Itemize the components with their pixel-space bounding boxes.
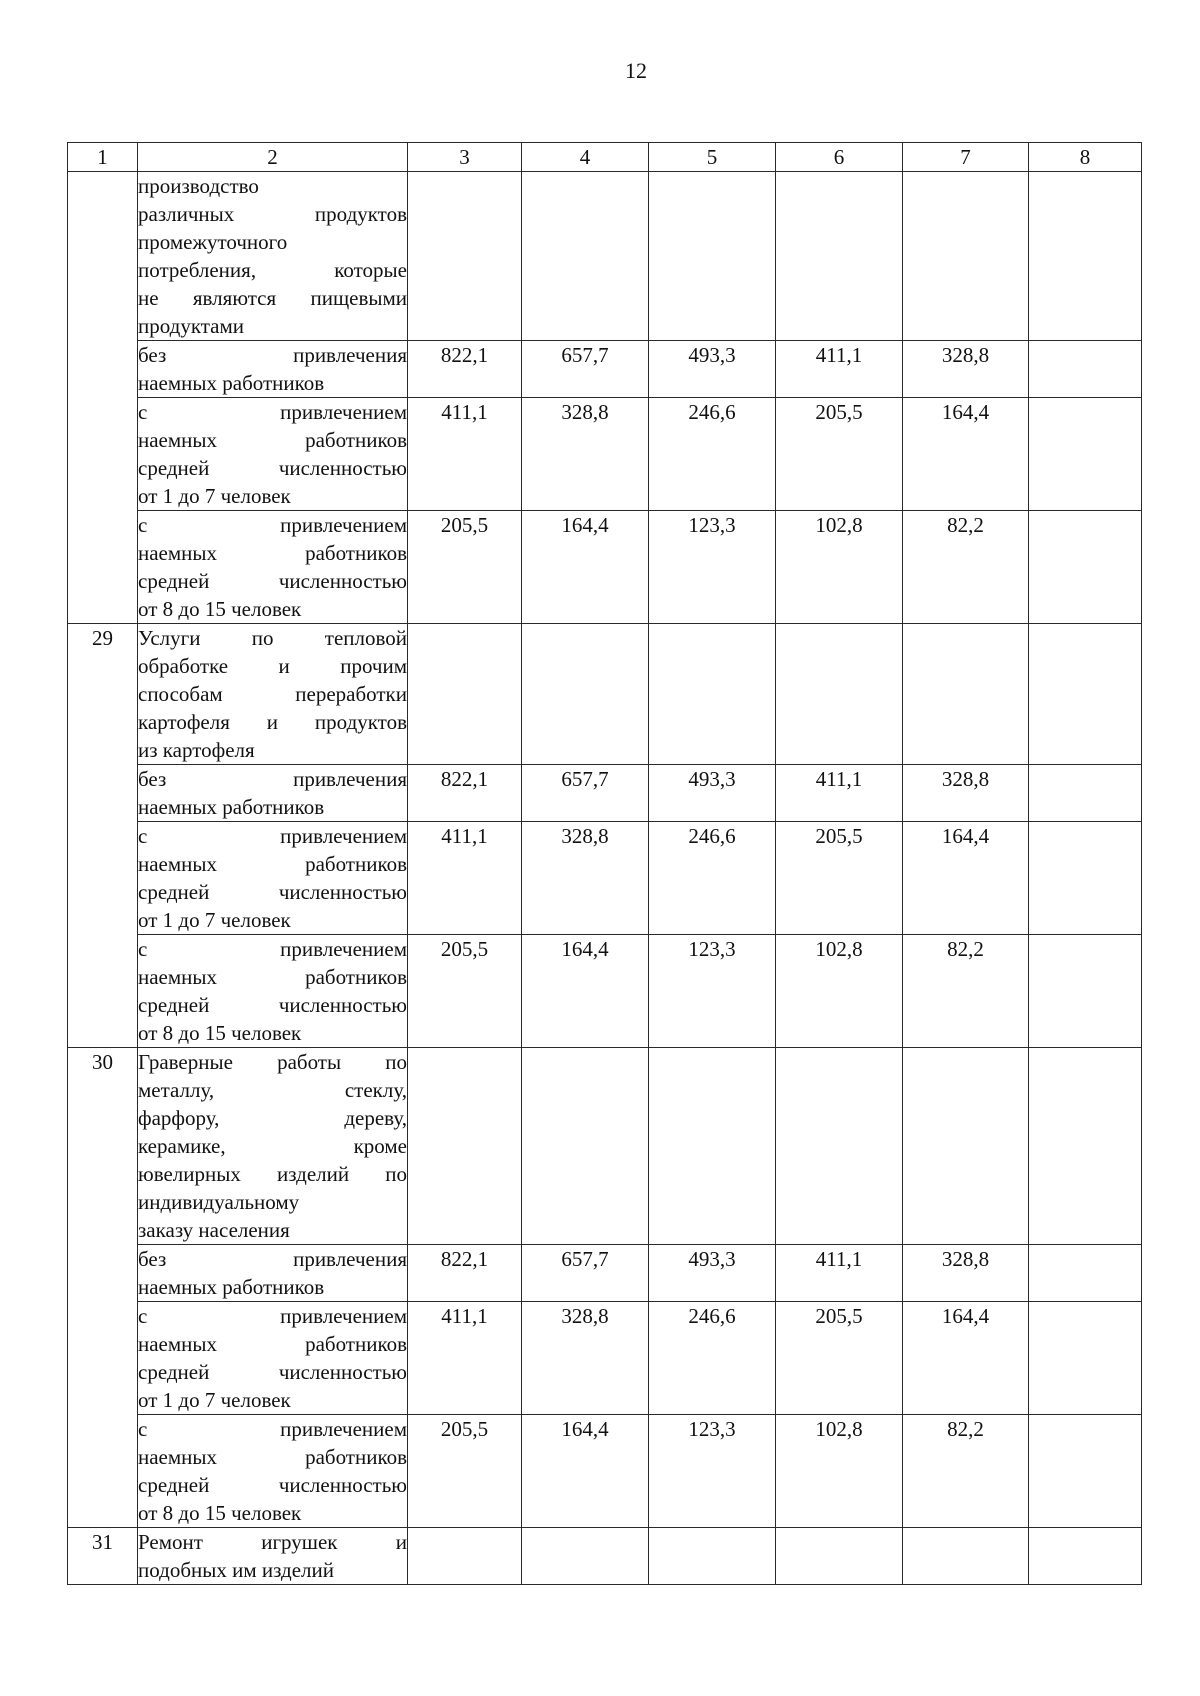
value-cell-col-5: 246,6 <box>649 398 776 511</box>
table-row <box>68 511 1142 624</box>
row-description <box>138 822 408 935</box>
empty-cell <box>776 172 903 341</box>
value-cell-col-7: 328,8 <box>903 341 1029 398</box>
description-line: с привлечением <box>138 513 407 537</box>
description-line: средней численностью <box>138 1473 407 1497</box>
empty-cell <box>408 172 522 341</box>
row-description <box>138 765 408 822</box>
description-line: различных продуктов <box>138 202 407 226</box>
value-cell-col-4: 328,8 <box>522 1302 649 1415</box>
page-number: 12 <box>625 58 647 83</box>
value-cell-col-6: 102,8 <box>776 1415 903 1528</box>
column-header-5: 5 <box>649 143 776 172</box>
description-line: наемных работников <box>138 1275 325 1299</box>
description-line: без привлечения <box>138 767 407 791</box>
table-row <box>68 398 1142 511</box>
tariff-table <box>67 142 1142 1585</box>
description-line: наемных работников <box>138 1445 407 1469</box>
value-cell-col-5: 493,3 <box>649 765 776 822</box>
activity-title <box>138 1528 408 1585</box>
table-row <box>68 1302 1142 1415</box>
value-cell-col-7: 82,2 <box>903 511 1029 624</box>
row-description <box>138 341 408 398</box>
empty-cell <box>408 624 522 765</box>
column-header-1: 1 <box>68 143 138 172</box>
activity-title <box>138 172 408 341</box>
value-cell-col-3: 411,1 <box>408 398 522 511</box>
description-line: Услуги по тепловой <box>138 626 407 650</box>
empty-cell <box>1029 1048 1142 1245</box>
activity-title <box>138 624 408 765</box>
value-cell-col-5: 493,3 <box>649 341 776 398</box>
table-row <box>68 1415 1142 1528</box>
value-cell-col-5: 123,3 <box>649 1415 776 1528</box>
value-cell-col-6: 411,1 <box>776 341 903 398</box>
description-line: картофеля и продуктов <box>138 710 407 734</box>
value-cell-col-5: 123,3 <box>649 511 776 624</box>
value-cell-col-5: 123,3 <box>649 935 776 1048</box>
value-cell-col-7: 164,4 <box>903 822 1029 935</box>
description-line: с привлечением <box>138 824 407 848</box>
empty-cell <box>522 624 649 765</box>
empty-cell <box>649 172 776 341</box>
value-cell-col-6: 102,8 <box>776 935 903 1048</box>
item-number: 31 <box>68 1528 138 1585</box>
description-line: из картофеля <box>138 738 255 762</box>
value-cell-col-6: 102,8 <box>776 511 903 624</box>
empty-cell <box>649 624 776 765</box>
description-line: без привлечения <box>138 1247 407 1271</box>
value-cell-col-3: 822,1 <box>408 1245 522 1302</box>
empty-cell <box>903 1048 1029 1245</box>
value-cell-col-5: 246,6 <box>649 1302 776 1415</box>
table-row <box>68 935 1142 1048</box>
description-line: наемных работников <box>138 795 325 819</box>
value-cell-col-3: 822,1 <box>408 765 522 822</box>
value-cell-col-3: 411,1 <box>408 1302 522 1415</box>
value-cell-col-7: 82,2 <box>903 1415 1029 1528</box>
value-cell-col-4: 164,4 <box>522 511 649 624</box>
empty-cell <box>522 1048 649 1245</box>
description-line: металлу, стеклу, <box>138 1078 407 1102</box>
description-line: средней численностью <box>138 569 407 593</box>
value-cell-col-4: 657,7 <box>522 765 649 822</box>
value-cell-col-8 <box>1029 765 1142 822</box>
description-line: от 1 до 7 человек <box>138 908 291 932</box>
value-cell-col-3: 822,1 <box>408 341 522 398</box>
value-cell-col-8 <box>1029 1302 1142 1415</box>
value-cell-col-3: 411,1 <box>408 822 522 935</box>
description-line: наемных работников <box>138 541 407 565</box>
description-line: Ремонт игрушек и <box>138 1530 407 1554</box>
item-number: 29 <box>68 624 138 1048</box>
description-line: от 8 до 15 человек <box>138 1021 302 1045</box>
value-cell-col-7: 164,4 <box>903 398 1029 511</box>
table-row <box>68 1245 1142 1302</box>
row-description <box>138 511 408 624</box>
row-description <box>138 1415 408 1528</box>
description-line: средней численностью <box>138 456 407 480</box>
row-description <box>138 1302 408 1415</box>
empty-cell <box>1029 1528 1142 1585</box>
value-cell-col-8 <box>1029 1415 1142 1528</box>
value-cell-col-6: 205,5 <box>776 398 903 511</box>
empty-cell <box>649 1048 776 1245</box>
empty-cell <box>776 1528 903 1585</box>
description-line: Граверные работы по <box>138 1050 407 1074</box>
header-row <box>68 143 1142 172</box>
description-line: подобных им изделий <box>138 1558 334 1582</box>
value-cell-col-7: 82,2 <box>903 935 1029 1048</box>
description-line: наемных работников <box>138 371 325 395</box>
value-cell-col-6: 411,1 <box>776 765 903 822</box>
value-cell-col-8 <box>1029 341 1142 398</box>
value-cell-col-8 <box>1029 511 1142 624</box>
column-header-2: 2 <box>138 143 408 172</box>
description-line: от 1 до 7 человек <box>138 484 291 508</box>
value-cell-col-5: 493,3 <box>649 1245 776 1302</box>
table-row <box>68 765 1142 822</box>
item-number <box>68 172 138 624</box>
description-line: с привлечением <box>138 1417 407 1441</box>
table-row <box>68 341 1142 398</box>
value-cell-col-4: 657,7 <box>522 1245 649 1302</box>
description-line: с привлечением <box>138 400 407 424</box>
description-line: способам переработки <box>138 682 407 706</box>
value-cell-col-4: 657,7 <box>522 341 649 398</box>
table-row-title <box>68 624 1142 765</box>
description-line: продуктами <box>138 314 245 338</box>
activity-title <box>138 1048 408 1245</box>
description-line: от 8 до 15 человек <box>138 597 302 621</box>
description-line: наемных работников <box>138 1332 407 1356</box>
empty-cell <box>776 1048 903 1245</box>
description-line: наемных работников <box>138 428 407 452</box>
value-cell-col-8 <box>1029 822 1142 935</box>
description-line: средней численностью <box>138 1360 407 1384</box>
empty-cell <box>408 1048 522 1245</box>
description-line: наемных работников <box>138 852 407 876</box>
description-line: промежуточного <box>138 230 288 254</box>
column-header-6: 6 <box>776 143 903 172</box>
empty-cell <box>408 1528 522 1585</box>
empty-cell <box>776 624 903 765</box>
value-cell-col-4: 328,8 <box>522 398 649 511</box>
description-line: фарфору, дереву, <box>138 1106 407 1130</box>
table-row-title <box>68 1528 1142 1585</box>
empty-cell <box>903 1528 1029 1585</box>
empty-cell <box>1029 172 1142 341</box>
description-line: заказу населения <box>138 1218 290 1242</box>
value-cell-col-8 <box>1029 935 1142 1048</box>
value-cell-col-8 <box>1029 398 1142 511</box>
description-line: керамике, кроме <box>138 1134 407 1158</box>
value-cell-col-3: 205,5 <box>408 935 522 1048</box>
value-cell-col-7: 328,8 <box>903 765 1029 822</box>
value-cell-col-6: 205,5 <box>776 1302 903 1415</box>
description-line: с привлечением <box>138 1304 407 1328</box>
description-line: средней численностью <box>138 993 407 1017</box>
description-line: от 1 до 7 человек <box>138 1388 291 1412</box>
row-description <box>138 935 408 1048</box>
table-body <box>68 172 1142 1585</box>
description-line: потребления, которые <box>138 258 407 282</box>
value-cell-col-4: 164,4 <box>522 1415 649 1528</box>
column-header-7: 7 <box>903 143 1029 172</box>
description-line: без привлечения <box>138 343 407 367</box>
value-cell-col-7: 328,8 <box>903 1245 1029 1302</box>
value-cell-col-8 <box>1029 1245 1142 1302</box>
description-line: с привлечением <box>138 937 407 961</box>
description-line: производство <box>138 174 259 198</box>
column-header-8: 8 <box>1029 143 1142 172</box>
description-line: обработке и прочим <box>138 654 407 678</box>
value-cell-col-6: 205,5 <box>776 822 903 935</box>
empty-cell <box>522 1528 649 1585</box>
row-description <box>138 398 408 511</box>
value-cell-col-6: 411,1 <box>776 1245 903 1302</box>
value-cell-col-4: 164,4 <box>522 935 649 1048</box>
value-cell-col-3: 205,5 <box>408 1415 522 1528</box>
description-line: не являются пищевыми <box>138 286 407 310</box>
empty-cell <box>1029 624 1142 765</box>
empty-cell <box>903 624 1029 765</box>
value-cell-col-4: 328,8 <box>522 822 649 935</box>
table-row-title <box>68 1048 1142 1245</box>
empty-cell <box>649 1528 776 1585</box>
row-description <box>138 1245 408 1302</box>
empty-cell <box>903 172 1029 341</box>
description-line: индивидуальному <box>138 1190 300 1214</box>
column-header-3: 3 <box>408 143 522 172</box>
column-header-4: 4 <box>522 143 649 172</box>
description-line: наемных работников <box>138 965 407 989</box>
table-row-title <box>68 172 1142 341</box>
description-line: от 8 до 15 человек <box>138 1501 302 1525</box>
description-line: средней численностью <box>138 880 407 904</box>
table-row <box>68 822 1142 935</box>
value-cell-col-5: 246,6 <box>649 822 776 935</box>
item-number: 30 <box>68 1048 138 1528</box>
description-line: ювелирных изделий по <box>138 1162 407 1186</box>
empty-cell <box>522 172 649 341</box>
value-cell-col-3: 205,5 <box>408 511 522 624</box>
value-cell-col-7: 164,4 <box>903 1302 1029 1415</box>
